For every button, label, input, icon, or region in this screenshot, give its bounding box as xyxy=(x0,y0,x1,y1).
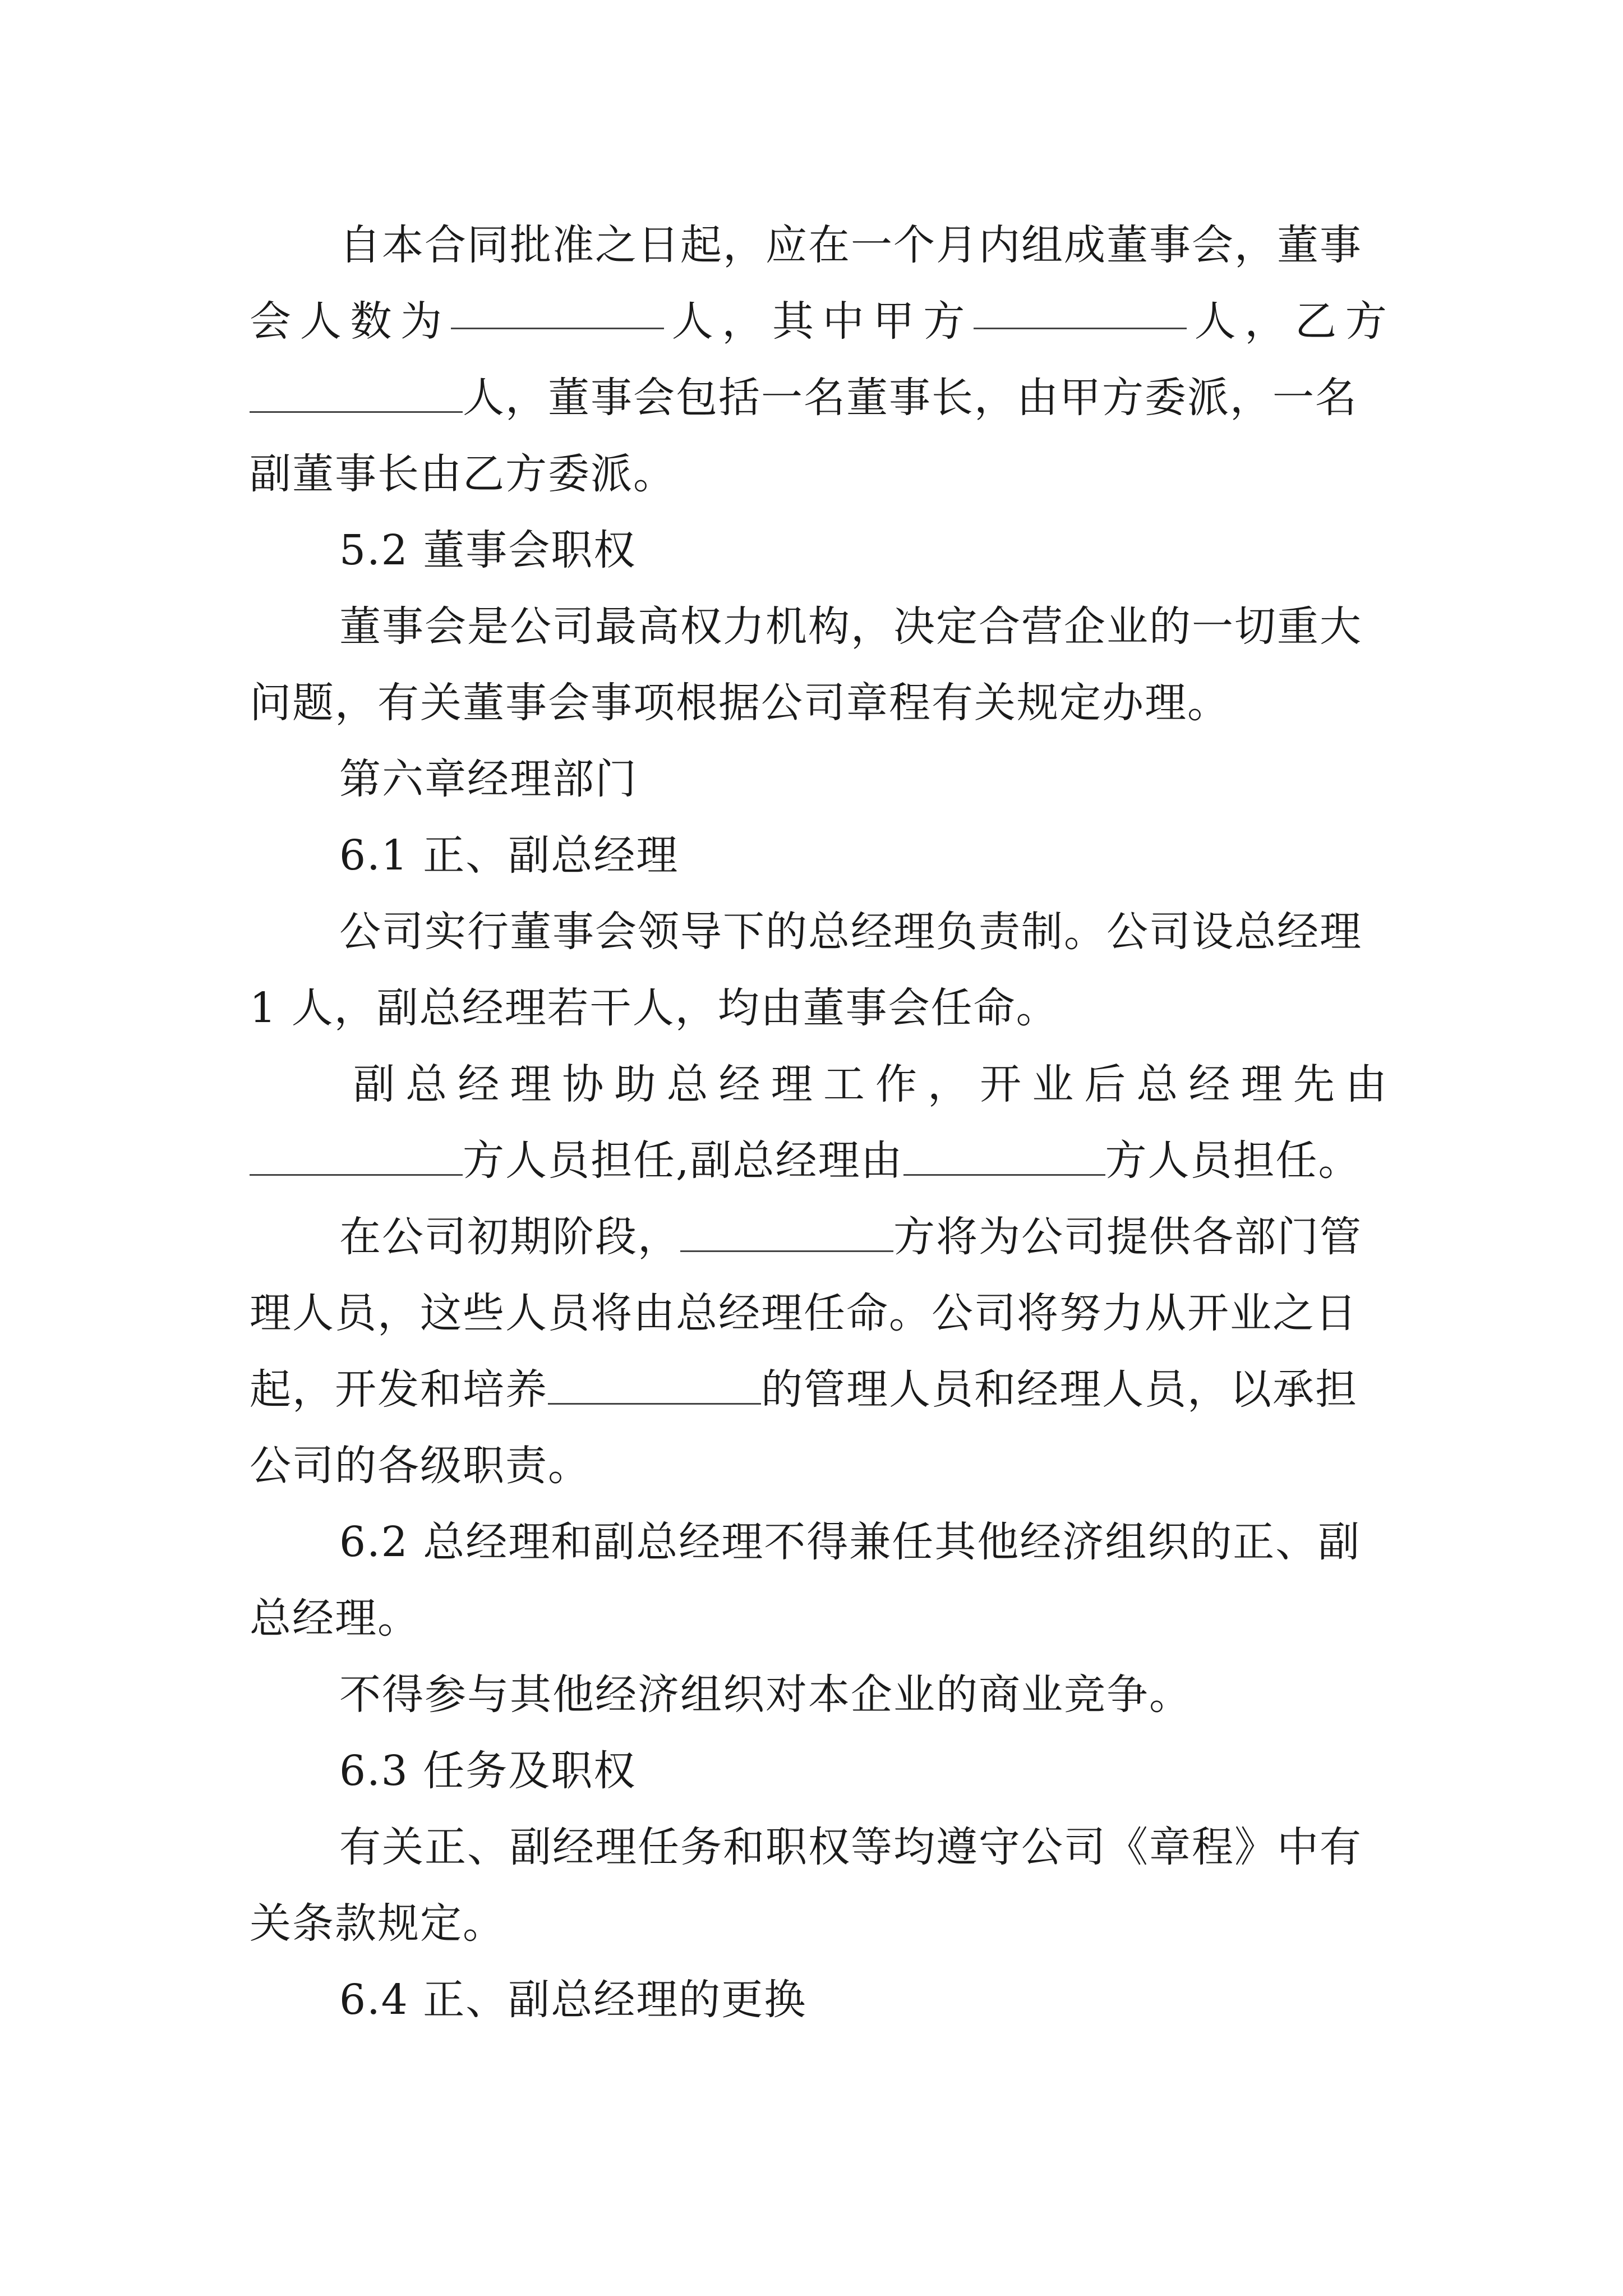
line-text: 方人员担任。 xyxy=(1105,1137,1361,1185)
paragraph-line: 自本合同批准之日起，应在一个月内组成董事会，董事 xyxy=(339,221,1362,269)
text-char: 先 xyxy=(1293,1060,1336,1108)
paragraph-line: 副董事长由乙方委派。 xyxy=(250,450,676,498)
line-text: 人，董事会包括一名董事长，由甲方委派，一名 xyxy=(463,374,1358,422)
text-char: ， xyxy=(928,1060,971,1108)
text-char: 乙 xyxy=(1295,297,1338,346)
text-char: 助 xyxy=(614,1060,657,1108)
text-char: 理 xyxy=(510,1060,553,1108)
text-char: ， xyxy=(1244,297,1288,346)
fill-blank xyxy=(548,1366,761,1405)
paragraph-line: 公司的各级职责。 xyxy=(250,1442,591,1490)
paragraph-line: 1 人，副总经理若干人，均由董事会任命。 xyxy=(250,984,1059,1032)
paragraph-line: 不得参与其他经济组织对本企业的商业竞争。 xyxy=(339,1671,1192,1719)
fill-blank xyxy=(680,1213,893,1252)
text-char: 甲 xyxy=(873,297,916,346)
fill-blank xyxy=(974,291,1187,329)
text-char: 其 xyxy=(772,297,815,346)
paragraph-line xyxy=(250,1359,1388,1420)
paragraph-line: 理人员，这些人员将由总经理任命。公司将努力从开业之日 xyxy=(250,1289,1358,1337)
paragraph-line: 总经理。 xyxy=(250,1594,420,1642)
text-char: 会 xyxy=(250,297,292,346)
text-char: 总 xyxy=(666,1060,709,1108)
section-heading: 6.4 正、副总经理的更换 xyxy=(339,1976,807,2024)
paragraph-line xyxy=(250,367,1388,429)
text-char: 方 xyxy=(1345,297,1388,346)
text-char: 理 xyxy=(771,1060,814,1108)
text-char: 总 xyxy=(405,1060,449,1108)
fill-blank xyxy=(250,374,463,413)
text-char: 作 xyxy=(875,1060,918,1108)
text-char: 业 xyxy=(1032,1060,1075,1108)
paragraph-line xyxy=(353,1053,1388,1115)
section-heading: 6.2 总经理和副总经理不得兼任其他经济组织的正、副 xyxy=(339,1518,1361,1566)
text-char: 协 xyxy=(562,1060,605,1108)
paragraph-line: 关条款规定。 xyxy=(250,1899,505,1948)
text-char: 由 xyxy=(1345,1060,1388,1108)
fill-blank xyxy=(903,1137,1105,1176)
text-char: 理 xyxy=(1241,1060,1284,1108)
paragraph-line: 问题，有关董事会事项根据公司章程有关规定办理。 xyxy=(250,679,1230,727)
text-char: 人 xyxy=(671,297,714,346)
text-char: 副 xyxy=(353,1060,396,1108)
section-heading: 5.2 董事会职权 xyxy=(339,526,637,574)
line-text: 起，开发和培养 xyxy=(250,1365,548,1414)
text-char: 工 xyxy=(823,1060,866,1108)
chapter-heading: 第六章经理部门 xyxy=(339,755,638,803)
section-heading: 6.1 正、副总经理 xyxy=(339,831,679,880)
text-char: 经 xyxy=(1188,1060,1232,1108)
line-text: 方人员担任,副总经理由 xyxy=(463,1137,903,1185)
paragraph-line xyxy=(339,1206,1388,1268)
text-char: 开 xyxy=(980,1060,1023,1108)
text-char: 总 xyxy=(1136,1060,1179,1108)
fill-blank xyxy=(250,1137,463,1176)
text-char: 经 xyxy=(718,1060,762,1108)
text-char: 后 xyxy=(1084,1060,1127,1108)
text-char: 为 xyxy=(400,297,444,346)
section-heading: 6.3 任务及职权 xyxy=(339,1747,637,1795)
fill-blank xyxy=(451,291,664,329)
paragraph-line: 公司实行董事会领导下的总经理负责制。公司设总经理 xyxy=(339,908,1362,956)
text-char: 中 xyxy=(822,297,865,346)
paragraph-line xyxy=(250,1130,1388,1191)
text-char: 人 xyxy=(299,297,343,346)
paragraph-line: 董事会是公司最高权力机构，决定合营企业的一切重大 xyxy=(339,602,1362,651)
text-char: 数 xyxy=(350,297,393,346)
paragraph-line xyxy=(250,291,1388,352)
line-text: 在公司初期阶段， xyxy=(339,1213,680,1261)
text-char: 方 xyxy=(923,297,966,346)
text-char: 经 xyxy=(458,1060,501,1108)
paragraph-line: 有关正、副经理任务和职权等均遵守公司《章程》中有 xyxy=(339,1823,1362,1871)
text-char: ， xyxy=(722,297,765,346)
line-text: 的管理人员和经理人员，以承担 xyxy=(761,1365,1358,1414)
line-text: 方将为公司提供各部门管 xyxy=(893,1213,1362,1261)
text-char: 人 xyxy=(1194,297,1237,346)
